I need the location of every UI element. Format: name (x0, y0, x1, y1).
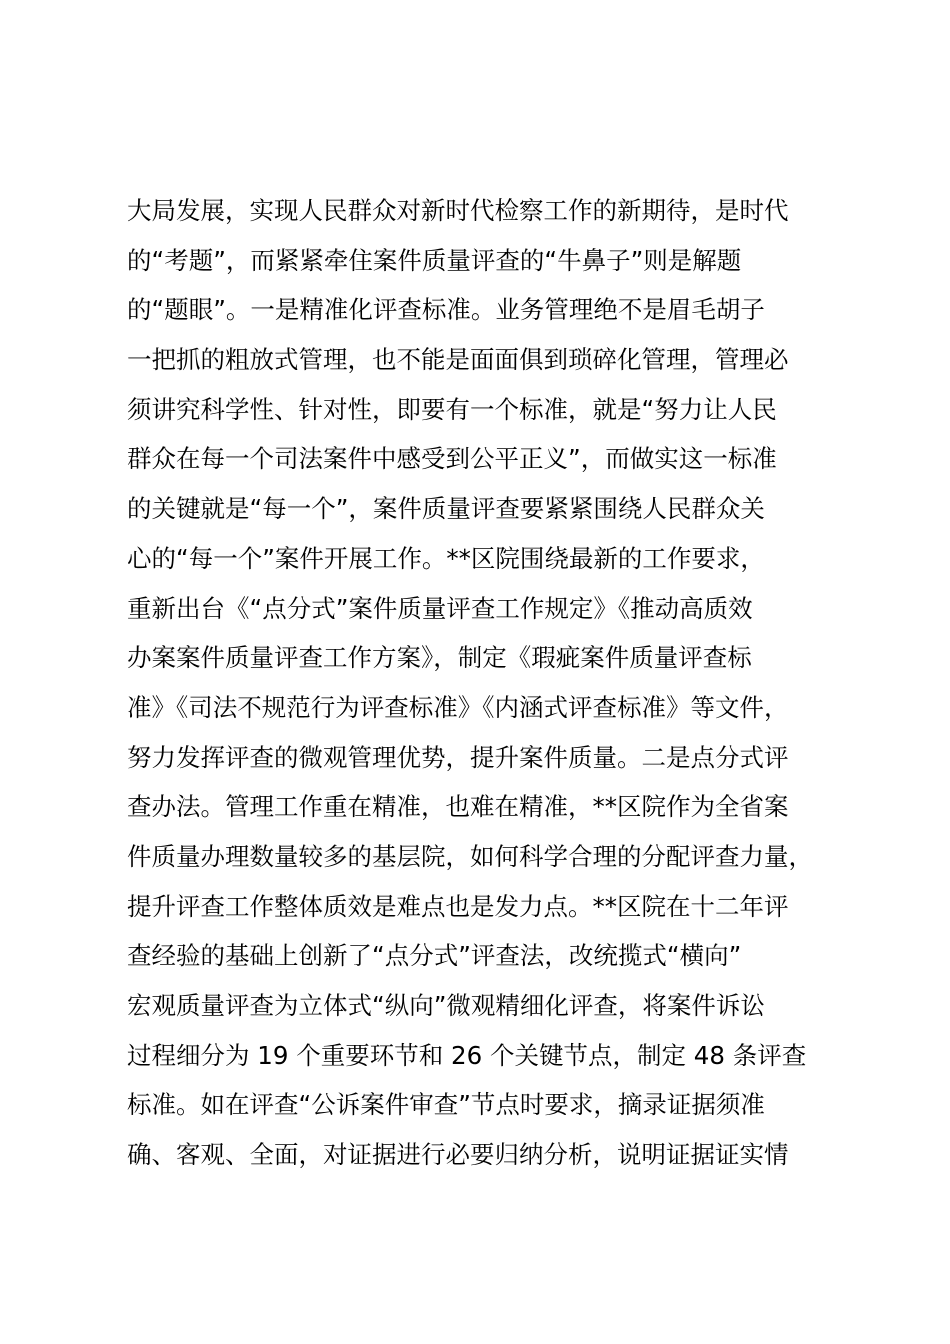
body-text (127, 186, 867, 1180)
text-line: 努力发挥评查的微观管理优势，提升案件质量。二是点分式评 (127, 742, 789, 772)
text-line: 重新出台《“点分式”案件质量评查工作规定》《推动高质效 (127, 593, 753, 623)
text-line: 群众在每一个司法案件中感受到公平正义”，而做实这一标准 (127, 444, 777, 474)
text-line: 准》《司法不规范行为评查标准》《内涵式评查标准》等文件， (127, 692, 789, 722)
text-line: 办案案件质量评查工作方案》，制定《瑕疵案件质量评查标 (127, 643, 752, 673)
text-line: 的关键就是“每一个”，案件质量评查要紧紧围绕人民群众关 (127, 494, 765, 524)
text-line: 查办法。管理工作重在精准，也难在精准，**区院作为全省案 (127, 792, 789, 822)
text-line: 大局发展，实现人民群众对新时代检察工作的新期待，是时代 (127, 196, 789, 225)
text-line: 过程细分为 19 个重要环节和 26 个关键节点，制定 48 条评查 (127, 1040, 807, 1070)
text-line: 宏观质量评查为立体式“纵向”微观精细化评查，将案件诉讼 (127, 991, 765, 1020)
text-line: 一把抓的粗放式管理，也不能是面面俱到琐碎化管理，管理必 (127, 345, 789, 375)
text-line: 查经验的基础上创新了“点分式”评查法，改统揽式“横向” (127, 941, 742, 971)
text-line: 提升评查工作整体质效是难点也是发力点。**区院在十二年评 (127, 891, 789, 921)
text-line: 心的“每一个”案件开展工作。**区院围绕最新的工作要求， (127, 543, 765, 573)
text-line: 确、客观、全面，对证据进行必要归纳分析，说明证据证实情 (127, 1140, 789, 1170)
text-line: 标准。如在评查“公诉案件审查”节点时要求，摘录证据须准 (127, 1090, 765, 1120)
text-line: 的“考题”，而紧紧牵住案件质量评查的“牛鼻子”则是解题 (127, 245, 742, 275)
text-line: 须讲究科学性、针对性，即要有一个标准，就是“努力让人民 (127, 394, 777, 424)
text-line: 的“题眼”。一是精准化评查标准。业务管理绝不是眉毛胡子 (127, 295, 765, 325)
text-line: 件质量办理数量较多的基层院，如何科学合理的分配评查力量， (127, 841, 813, 871)
